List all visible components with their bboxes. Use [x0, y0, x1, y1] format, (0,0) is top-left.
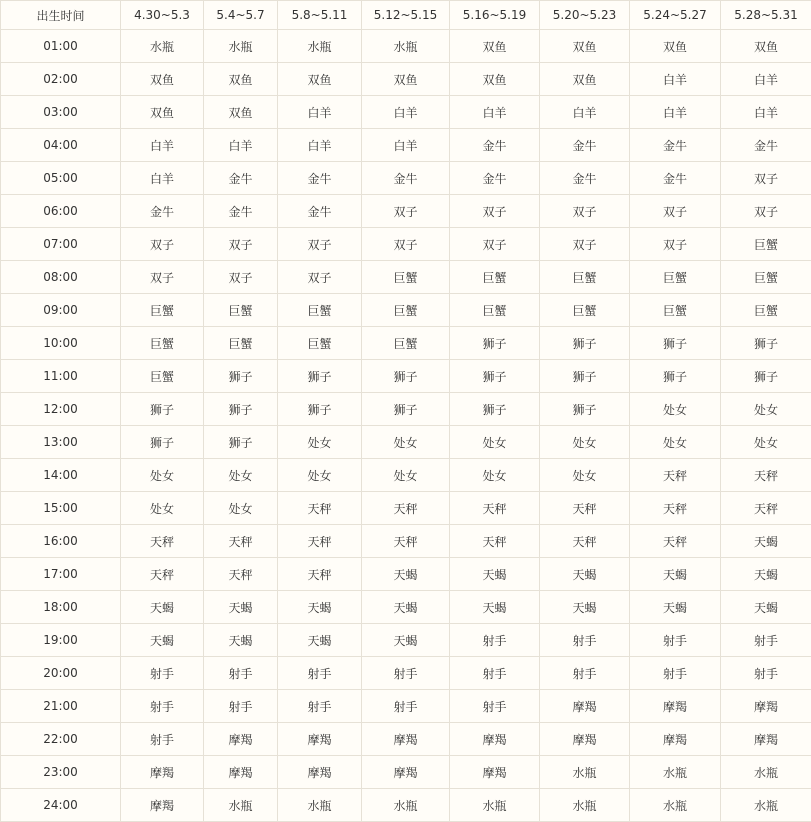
zodiac-cell: 狮子: [540, 327, 630, 360]
zodiac-cell: 金牛: [540, 129, 630, 162]
zodiac-cell: 双鱼: [278, 63, 362, 96]
zodiac-cell: 处女: [362, 426, 450, 459]
time-cell: 14:00: [1, 459, 121, 492]
zodiac-cell: 巨蟹: [204, 327, 278, 360]
zodiac-cell: 射手: [630, 657, 721, 690]
zodiac-cell: 狮子: [278, 393, 362, 426]
zodiac-cell: 射手: [450, 624, 540, 657]
table-row: [1, 591, 811, 624]
zodiac-cell: 双子: [278, 228, 362, 261]
zodiac-cell: 天秤: [630, 492, 721, 525]
zodiac-cell: 金牛: [450, 129, 540, 162]
time-cell: 19:00: [1, 624, 121, 657]
zodiac-cell: 水瓶: [540, 789, 630, 822]
zodiac-cell: 水瓶: [630, 789, 721, 822]
zodiac-cell: 双子: [540, 195, 630, 228]
zodiac-cell: 金牛: [204, 195, 278, 228]
zodiac-cell: 处女: [121, 492, 204, 525]
zodiac-cell: 摩羯: [540, 723, 630, 756]
zodiac-cell: 处女: [204, 459, 278, 492]
zodiac-cell: 水瓶: [204, 30, 278, 63]
table-row: [1, 624, 811, 657]
zodiac-cell: 白羊: [630, 63, 721, 96]
zodiac-cell: 射手: [121, 690, 204, 723]
zodiac-cell: 金牛: [278, 195, 362, 228]
time-cell: 18:00: [1, 591, 121, 624]
zodiac-cell: 狮子: [204, 360, 278, 393]
table-row: [1, 558, 811, 591]
zodiac-cell: 双子: [121, 228, 204, 261]
zodiac-cell: 处女: [721, 393, 811, 426]
zodiac-cell: 双鱼: [121, 96, 204, 129]
zodiac-cell: 天秤: [121, 525, 204, 558]
zodiac-cell: 狮子: [121, 393, 204, 426]
header-birth-time: 出生时间: [1, 1, 121, 30]
zodiac-cell: 摩羯: [121, 789, 204, 822]
table-row: [1, 690, 811, 723]
zodiac-cell: 天秤: [204, 558, 278, 591]
table-row: [1, 492, 811, 525]
table-row: [1, 228, 811, 261]
zodiac-cell: 射手: [721, 657, 811, 690]
zodiac-cell: 处女: [630, 426, 721, 459]
zodiac-cell: 射手: [362, 657, 450, 690]
zodiac-cell: 摩羯: [721, 690, 811, 723]
zodiac-cell: 水瓶: [278, 789, 362, 822]
time-cell: 06:00: [1, 195, 121, 228]
zodiac-cell: 摩羯: [450, 723, 540, 756]
zodiac-cell: 狮子: [121, 426, 204, 459]
zodiac-cell: 射手: [204, 690, 278, 723]
time-cell: 13:00: [1, 426, 121, 459]
zodiac-cell: 摩羯: [204, 756, 278, 789]
header-date-range: 5.16~5.19: [450, 1, 540, 30]
zodiac-cell: 水瓶: [121, 30, 204, 63]
zodiac-cell: 狮子: [204, 426, 278, 459]
zodiac-cell: 射手: [721, 624, 811, 657]
zodiac-cell: 双鱼: [204, 96, 278, 129]
time-cell: 17:00: [1, 558, 121, 591]
zodiac-cell: 天蝎: [721, 591, 811, 624]
zodiac-cell: 射手: [278, 657, 362, 690]
zodiac-cell: 巨蟹: [721, 294, 811, 327]
zodiac-cell: 天蝎: [540, 591, 630, 624]
zodiac-cell: 双鱼: [362, 63, 450, 96]
zodiac-cell: 双鱼: [630, 30, 721, 63]
zodiac-cell: 水瓶: [362, 789, 450, 822]
zodiac-cell: 天蝎: [278, 624, 362, 657]
zodiac-cell: 天秤: [278, 558, 362, 591]
zodiac-cell: 巨蟹: [362, 327, 450, 360]
header-date-range: 5.4~5.7: [204, 1, 278, 30]
zodiac-cell: 天秤: [450, 492, 540, 525]
zodiac-cell: 巨蟹: [204, 294, 278, 327]
zodiac-cell: 天蝎: [204, 591, 278, 624]
zodiac-cell: 白羊: [362, 96, 450, 129]
time-cell: 04:00: [1, 129, 121, 162]
zodiac-cell: 天蝎: [204, 624, 278, 657]
zodiac-cell: 天秤: [450, 525, 540, 558]
header-row: [1, 1, 811, 30]
zodiac-cell: 处女: [450, 426, 540, 459]
zodiac-cell: 双鱼: [450, 63, 540, 96]
table-row: [1, 723, 811, 756]
table-row: [1, 30, 811, 63]
zodiac-cell: 处女: [278, 459, 362, 492]
zodiac-cell: 双子: [721, 162, 811, 195]
zodiac-cell: 双子: [630, 195, 721, 228]
zodiac-cell: 白羊: [278, 96, 362, 129]
zodiac-cell: 巨蟹: [540, 294, 630, 327]
zodiac-cell: 摩羯: [204, 723, 278, 756]
zodiac-cell: 双子: [721, 195, 811, 228]
zodiac-cell: 巨蟹: [278, 327, 362, 360]
zodiac-cell: 处女: [450, 459, 540, 492]
zodiac-cell: 白羊: [278, 129, 362, 162]
zodiac-cell: 双子: [362, 195, 450, 228]
zodiac-cell: 巨蟹: [121, 294, 204, 327]
zodiac-cell: 金牛: [630, 162, 721, 195]
zodiac-cell: 摩羯: [362, 756, 450, 789]
zodiac-cell: 天蝎: [362, 558, 450, 591]
time-cell: 15:00: [1, 492, 121, 525]
time-cell: 03:00: [1, 96, 121, 129]
time-cell: 05:00: [1, 162, 121, 195]
zodiac-cell: 水瓶: [540, 756, 630, 789]
zodiac-cell: 天蝎: [121, 624, 204, 657]
zodiac-cell: 处女: [540, 459, 630, 492]
table-row: [1, 360, 811, 393]
time-cell: 16:00: [1, 525, 121, 558]
table-row: [1, 129, 811, 162]
zodiac-cell: 狮子: [362, 393, 450, 426]
time-cell: 24:00: [1, 789, 121, 822]
zodiac-cell: 处女: [204, 492, 278, 525]
zodiac-cell: 天秤: [278, 525, 362, 558]
zodiac-cell: 摩羯: [362, 723, 450, 756]
zodiac-cell: 水瓶: [278, 30, 362, 63]
zodiac-cell: 摩羯: [121, 756, 204, 789]
zodiac-cell: 狮子: [630, 327, 721, 360]
zodiac-cell: 摩羯: [278, 756, 362, 789]
zodiac-cell: 天蝎: [362, 591, 450, 624]
zodiac-cell: 水瓶: [362, 30, 450, 63]
zodiac-cell: 射手: [362, 690, 450, 723]
zodiac-cell: 巨蟹: [450, 261, 540, 294]
zodiac-cell: 射手: [450, 690, 540, 723]
zodiac-cell: 摩羯: [630, 690, 721, 723]
zodiac-cell: 双子: [278, 261, 362, 294]
table-row: [1, 195, 811, 228]
zodiac-cell: 天秤: [630, 459, 721, 492]
time-cell: 20:00: [1, 657, 121, 690]
zodiac-cell: 摩羯: [721, 723, 811, 756]
zodiac-cell: 双子: [450, 195, 540, 228]
zodiac-cell: 天蝎: [362, 624, 450, 657]
time-cell: 01:00: [1, 30, 121, 63]
zodiac-cell: 天蝎: [630, 558, 721, 591]
zodiac-cell: 巨蟹: [362, 261, 450, 294]
zodiac-cell: 摩羯: [450, 756, 540, 789]
table-row: [1, 756, 811, 789]
zodiac-cell: 水瓶: [204, 789, 278, 822]
time-cell: 23:00: [1, 756, 121, 789]
table-row: [1, 393, 811, 426]
zodiac-cell: 巨蟹: [121, 327, 204, 360]
zodiac-cell: 白羊: [362, 129, 450, 162]
zodiac-cell: 处女: [630, 393, 721, 426]
zodiac-cell: 狮子: [540, 360, 630, 393]
table-body: [1, 30, 811, 822]
zodiac-cell: 巨蟹: [630, 261, 721, 294]
zodiac-cell: 白羊: [721, 63, 811, 96]
time-cell: 21:00: [1, 690, 121, 723]
zodiac-cell: 天秤: [362, 492, 450, 525]
zodiac-cell: 天秤: [362, 525, 450, 558]
time-cell: 12:00: [1, 393, 121, 426]
zodiac-cell: 双子: [630, 228, 721, 261]
time-cell: 02:00: [1, 63, 121, 96]
zodiac-cell: 双子: [204, 261, 278, 294]
table-row: [1, 96, 811, 129]
header-date-range: 5.24~5.27: [630, 1, 721, 30]
zodiac-cell: 狮子: [278, 360, 362, 393]
zodiac-cell: 射手: [121, 657, 204, 690]
zodiac-cell: 狮子: [450, 327, 540, 360]
zodiac-cell: 射手: [630, 624, 721, 657]
zodiac-cell: 天秤: [540, 492, 630, 525]
time-cell: 10:00: [1, 327, 121, 360]
zodiac-cell: 双鱼: [540, 63, 630, 96]
time-cell: 22:00: [1, 723, 121, 756]
zodiac-cell: 白羊: [204, 129, 278, 162]
zodiac-cell: 巨蟹: [630, 294, 721, 327]
zodiac-cell: 巨蟹: [121, 360, 204, 393]
zodiac-cell: 射手: [450, 657, 540, 690]
zodiac-cell: 双子: [540, 228, 630, 261]
header-date-range: 4.30~5.3: [121, 1, 204, 30]
header-date-range: 5.28~5.31: [721, 1, 811, 30]
zodiac-cell: 金牛: [121, 195, 204, 228]
zodiac-cell: 摩羯: [278, 723, 362, 756]
zodiac-cell: 处女: [121, 459, 204, 492]
table-row: [1, 525, 811, 558]
zodiac-cell: 巨蟹: [450, 294, 540, 327]
zodiac-cell: 射手: [540, 657, 630, 690]
zodiac-cell: 白羊: [121, 162, 204, 195]
zodiac-cell: 狮子: [204, 393, 278, 426]
zodiac-cell: 金牛: [450, 162, 540, 195]
table-row: [1, 294, 811, 327]
zodiac-cell: 处女: [278, 426, 362, 459]
zodiac-cell: 双鱼: [121, 63, 204, 96]
zodiac-cell: 射手: [121, 723, 204, 756]
zodiac-cell: 水瓶: [450, 789, 540, 822]
table-row: [1, 789, 811, 822]
zodiac-cell: 天蝎: [721, 525, 811, 558]
time-cell: 07:00: [1, 228, 121, 261]
zodiac-cell: 双子: [450, 228, 540, 261]
zodiac-cell: 狮子: [362, 360, 450, 393]
time-cell: 09:00: [1, 294, 121, 327]
zodiac-cell: 金牛: [362, 162, 450, 195]
zodiac-cell: 天秤: [121, 558, 204, 591]
zodiac-cell: 巨蟹: [721, 261, 811, 294]
zodiac-cell: 天蝎: [278, 591, 362, 624]
zodiac-cell: 射手: [278, 690, 362, 723]
table-header: [1, 1, 811, 30]
zodiac-cell: 天秤: [204, 525, 278, 558]
zodiac-cell: 白羊: [721, 96, 811, 129]
zodiac-cell: 双子: [204, 228, 278, 261]
zodiac-cell: 摩羯: [540, 690, 630, 723]
zodiac-cell: 天秤: [630, 525, 721, 558]
table-row: [1, 162, 811, 195]
zodiac-cell: 天蝎: [450, 591, 540, 624]
table-row: [1, 63, 811, 96]
zodiac-cell: 天蝎: [450, 558, 540, 591]
zodiac-cell: 天秤: [721, 492, 811, 525]
zodiac-cell: 天秤: [278, 492, 362, 525]
zodiac-cell: 金牛: [540, 162, 630, 195]
zodiac-cell: 巨蟹: [540, 261, 630, 294]
zodiac-cell: 双鱼: [721, 30, 811, 63]
zodiac-cell: 双鱼: [204, 63, 278, 96]
zodiac-cell: 天蝎: [121, 591, 204, 624]
zodiac-cell: 水瓶: [721, 789, 811, 822]
zodiac-cell: 天蝎: [540, 558, 630, 591]
zodiac-cell: 摩羯: [630, 723, 721, 756]
zodiac-cell: 射手: [540, 624, 630, 657]
zodiac-cell: 水瓶: [721, 756, 811, 789]
header-date-range: 5.12~5.15: [362, 1, 450, 30]
zodiac-cell: 巨蟹: [362, 294, 450, 327]
zodiac-cell: 天秤: [540, 525, 630, 558]
zodiac-cell: 狮子: [540, 393, 630, 426]
zodiac-cell: 天秤: [721, 459, 811, 492]
table-row: [1, 426, 811, 459]
zodiac-cell: 金牛: [278, 162, 362, 195]
zodiac-cell: 金牛: [630, 129, 721, 162]
zodiac-cell: 狮子: [630, 360, 721, 393]
zodiac-cell: 白羊: [450, 96, 540, 129]
zodiac-cell: 处女: [721, 426, 811, 459]
zodiac-cell: 处女: [362, 459, 450, 492]
time-cell: 11:00: [1, 360, 121, 393]
time-cell: 08:00: [1, 261, 121, 294]
table-row: [1, 327, 811, 360]
zodiac-cell: 金牛: [721, 129, 811, 162]
zodiac-cell: 狮子: [450, 360, 540, 393]
table-row: [1, 261, 811, 294]
zodiac-cell: 双子: [362, 228, 450, 261]
table-row: [1, 657, 811, 690]
zodiac-cell: 水瓶: [630, 756, 721, 789]
zodiac-cell: 双鱼: [450, 30, 540, 63]
zodiac-cell: 白羊: [121, 129, 204, 162]
table-row: [1, 459, 811, 492]
zodiac-cell: 双鱼: [540, 30, 630, 63]
zodiac-cell: 白羊: [540, 96, 630, 129]
zodiac-cell: 狮子: [721, 327, 811, 360]
zodiac-cell: 金牛: [204, 162, 278, 195]
zodiac-cell: 巨蟹: [721, 228, 811, 261]
zodiac-cell: 双子: [121, 261, 204, 294]
zodiac-cell: 狮子: [721, 360, 811, 393]
zodiac-cell: 射手: [204, 657, 278, 690]
header-date-range: 5.20~5.23: [540, 1, 630, 30]
zodiac-cell: 巨蟹: [278, 294, 362, 327]
zodiac-cell: 处女: [540, 426, 630, 459]
zodiac-cell: 狮子: [450, 393, 540, 426]
zodiac-cell: 白羊: [630, 96, 721, 129]
zodiac-cell: 天蝎: [630, 591, 721, 624]
zodiac-cell: 天蝎: [721, 558, 811, 591]
header-date-range: 5.8~5.11: [278, 1, 362, 30]
